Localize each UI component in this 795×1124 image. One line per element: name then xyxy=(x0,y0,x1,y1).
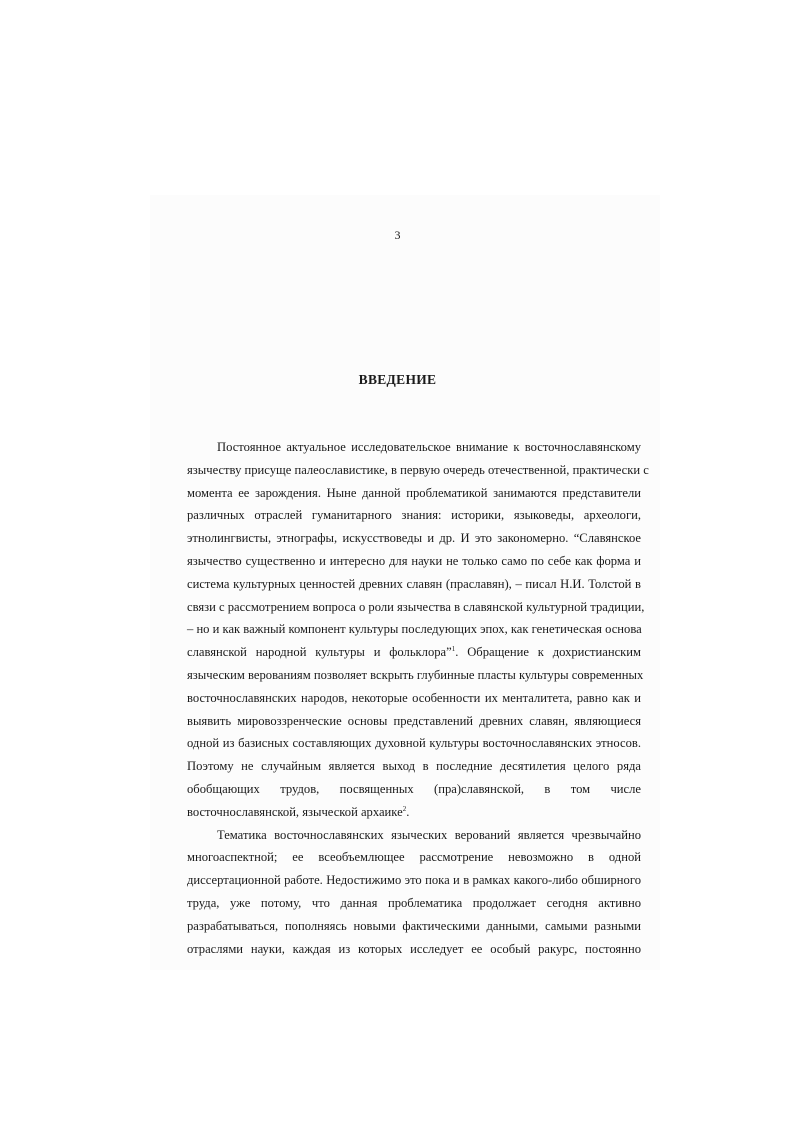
text-line: этнолингвисты, этнографы, искусствоведы и др. И это закономерно. “Славянское xyxy=(187,531,641,546)
text-line: различных отраслей гуманитарного знания: историки, языковеды, археологи, xyxy=(187,508,641,523)
text-line: язычество существенно и интересно для науки не только само по себе как форма и xyxy=(187,553,641,568)
text-line: момента ее зарождения. Ныне данной проблематикой занимаются представители xyxy=(187,485,641,500)
page-number: 3 xyxy=(394,228,401,242)
text-line: обобщающих трудов, посвященных (пра)славянской, в том числе xyxy=(187,781,641,796)
text-line: языческим верованиям позволяет вскрыть глубинные пласты культуры современных xyxy=(187,667,644,682)
text-line: разрабатываться, пополняясь новыми фактическими данными, самыми разными xyxy=(187,918,641,933)
section-heading: ВВЕДЕНИЕ xyxy=(358,372,437,387)
text-line: – но и как важный компонент культуры последующих эпох, как генетическая основа xyxy=(187,622,642,637)
text-line: выявить мировоззренческие основы представлений древних славян, являющиеся xyxy=(187,713,641,728)
text-line: система культурных ценностей древних славян (праславян), – писал Н.И. Толстой в xyxy=(187,576,641,591)
text-line: Постоянное актуальное исследовательское внимание к восточнославянскому xyxy=(217,440,641,454)
text-line: восточнославянской, языческой архаике$^2$. xyxy=(187,804,410,819)
text-line: язычеству присуще палеославистике, в первую очередь отечественной, практически с xyxy=(187,462,649,477)
text-line: одной из базисных составляющих духовной культуры восточнославянских этносов. xyxy=(187,736,641,751)
footnote-ref[interactable]: 1 xyxy=(451,644,456,653)
footnote-ref[interactable]: 2 xyxy=(402,804,407,813)
text-line: восточнославянских народов, некоторые особенности их менталитета, равно как и xyxy=(187,690,641,705)
text-line: отраслями науки, каждая из которых исследует ее особый ракурс, постоянно xyxy=(187,941,641,956)
text-line: славянской народной культуры и фольклора”$^1$. Обращение к дохристианским xyxy=(187,644,642,660)
text-line: связи с рассмотрением вопроса о роли язычества в славянской культурной традиции, xyxy=(187,599,645,614)
text-line: Поэтому не случайным является выход в последние десятилетия целого ряда xyxy=(187,759,641,774)
text-line: диссертационной работе. Недостижимо это пока и в рамках какого-либо обширного xyxy=(187,873,641,888)
text-line: труда, уже потому, что данная проблематика продолжает сегодня активно xyxy=(187,895,641,910)
text-line: многоаспектной; ее всеобъемлющее рассмотрение невозможно в одной xyxy=(187,850,641,865)
body-text xyxy=(187,436,649,960)
text-line: Тематика восточнославянских языческих верований является чрезвычайно xyxy=(217,827,641,842)
